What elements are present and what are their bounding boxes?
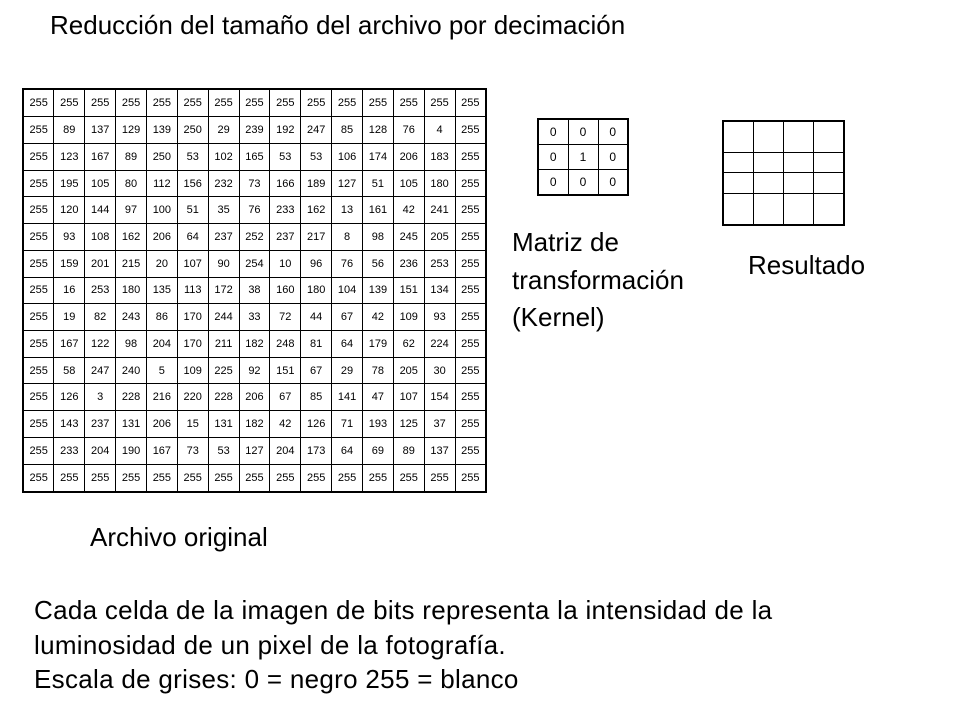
matrix-cell: 53 xyxy=(270,143,301,170)
matrix-row xyxy=(23,331,486,358)
matrix-row xyxy=(23,170,486,197)
matrix-cell: 85 xyxy=(301,384,332,411)
matrix-cell: 244 xyxy=(208,304,239,331)
matrix-cell xyxy=(753,152,783,173)
matrix-cell: 255 xyxy=(270,89,301,117)
matrix-cell: 0 xyxy=(538,169,568,195)
matrix-cell xyxy=(753,194,783,225)
caption xyxy=(34,593,934,697)
matrix-row xyxy=(538,119,628,145)
matrix-cell: 180 xyxy=(424,170,455,197)
matrix-cell: 193 xyxy=(362,411,393,438)
matrix-cell: 170 xyxy=(177,331,208,358)
matrix-cell: 255 xyxy=(362,464,393,492)
matrix-cell xyxy=(753,121,783,152)
matrix-cell: 255 xyxy=(54,89,85,117)
matrix-cell: 129 xyxy=(116,117,147,144)
matrix-cell: 81 xyxy=(301,331,332,358)
matrix-cell: 42 xyxy=(362,304,393,331)
matrix-row xyxy=(538,145,628,170)
matrix-row xyxy=(23,437,486,464)
matrix-cell: 76 xyxy=(239,197,270,224)
matrix-cell: 64 xyxy=(177,224,208,251)
matrix-cell: 127 xyxy=(239,437,270,464)
matrix-cell: 190 xyxy=(116,437,147,464)
matrix-cell: 255 xyxy=(23,331,54,358)
original-label: Archivo original xyxy=(90,522,268,552)
matrix-cell: 173 xyxy=(301,437,332,464)
matrix-cell: 240 xyxy=(116,357,147,384)
matrix-cell: 53 xyxy=(177,143,208,170)
matrix-cell: 255 xyxy=(23,197,54,224)
matrix-cell: 137 xyxy=(424,437,455,464)
matrix-cell: 232 xyxy=(208,170,239,197)
matrix-cell: 107 xyxy=(393,384,424,411)
matrix-cell: 144 xyxy=(85,197,116,224)
matrix-cell: 0 xyxy=(598,119,628,145)
matrix-cell: 170 xyxy=(177,304,208,331)
matrix-cell: 64 xyxy=(332,437,363,464)
matrix-cell: 159 xyxy=(54,250,85,277)
matrix-cell: 255 xyxy=(146,464,177,492)
matrix-cell: 255 xyxy=(23,89,54,117)
matrix-cell: 189 xyxy=(301,170,332,197)
matrix-cell: 255 xyxy=(332,89,363,117)
matrix-cell: 255 xyxy=(455,437,486,464)
matrix-row xyxy=(23,384,486,411)
matrix-cell: 108 xyxy=(85,224,116,251)
matrix-cell: 96 xyxy=(301,250,332,277)
matrix-cell: 255 xyxy=(146,89,177,117)
matrix-cell: 255 xyxy=(393,89,424,117)
matrix-cell: 255 xyxy=(455,170,486,197)
matrix-cell: 255 xyxy=(455,411,486,438)
matrix-cell: 165 xyxy=(239,143,270,170)
matrix-cell: 80 xyxy=(116,170,147,197)
matrix-cell: 128 xyxy=(362,117,393,144)
caption-line: Cada celda de la imagen de bits representa la intensidad de la xyxy=(34,595,773,625)
matrix-cell: 179 xyxy=(362,331,393,358)
matrix-cell: 98 xyxy=(116,331,147,358)
matrix-cell: 76 xyxy=(332,250,363,277)
matrix-cell: 0 xyxy=(568,119,598,145)
matrix-cell: 134 xyxy=(424,277,455,304)
matrix-cell: 237 xyxy=(270,224,301,251)
matrix-cell: 220 xyxy=(177,384,208,411)
matrix-cell: 107 xyxy=(177,250,208,277)
matrix-cell: 122 xyxy=(85,331,116,358)
matrix-cell xyxy=(723,152,753,173)
matrix-cell xyxy=(784,121,814,152)
matrix-cell: 20 xyxy=(146,250,177,277)
matrix-row xyxy=(23,224,486,251)
matrix-cell: 19 xyxy=(54,304,85,331)
matrix-cell: 255 xyxy=(23,384,54,411)
matrix-cell: 206 xyxy=(146,411,177,438)
matrix-cell: 182 xyxy=(239,411,270,438)
matrix-cell: 113 xyxy=(177,277,208,304)
matrix-cell: 255 xyxy=(455,250,486,277)
matrix-cell: 78 xyxy=(362,357,393,384)
matrix-cell: 125 xyxy=(393,411,424,438)
matrix-cell xyxy=(723,121,753,152)
matrix-cell: 254 xyxy=(239,250,270,277)
matrix-cell: 53 xyxy=(208,437,239,464)
matrix-cell: 64 xyxy=(332,331,363,358)
matrix-cell: 37 xyxy=(424,411,455,438)
matrix-cell: 162 xyxy=(301,197,332,224)
matrix-cell: 255 xyxy=(362,89,393,117)
matrix-cell: 93 xyxy=(54,224,85,251)
matrix-cell: 255 xyxy=(239,89,270,117)
matrix-cell: 253 xyxy=(85,277,116,304)
matrix-cell: 126 xyxy=(301,411,332,438)
matrix-cell: 255 xyxy=(23,357,54,384)
matrix-cell: 255 xyxy=(455,304,486,331)
matrix-cell: 247 xyxy=(85,357,116,384)
matrix-cell: 255 xyxy=(177,464,208,492)
kernel-label xyxy=(512,224,684,337)
matrix-cell: 30 xyxy=(424,357,455,384)
matrix-cell: 255 xyxy=(116,89,147,117)
matrix-row xyxy=(23,304,486,331)
matrix-cell xyxy=(814,173,844,194)
matrix-cell: 166 xyxy=(270,170,301,197)
matrix-cell: 0 xyxy=(568,169,598,195)
matrix-cell: 123 xyxy=(54,143,85,170)
matrix-cell: 216 xyxy=(146,384,177,411)
matrix-cell: 248 xyxy=(270,331,301,358)
matrix-cell: 38 xyxy=(239,277,270,304)
matrix-cell: 255 xyxy=(455,331,486,358)
matrix-cell: 255 xyxy=(23,277,54,304)
matrix-cell: 72 xyxy=(270,304,301,331)
matrix-cell: 106 xyxy=(332,143,363,170)
matrix-cell: 204 xyxy=(85,437,116,464)
matrix-cell: 195 xyxy=(54,170,85,197)
matrix-cell: 255 xyxy=(177,89,208,117)
matrix-cell: 183 xyxy=(424,143,455,170)
matrix-row xyxy=(723,121,844,152)
matrix-cell: 67 xyxy=(270,384,301,411)
matrix-cell: 44 xyxy=(301,304,332,331)
matrix-cell: 236 xyxy=(393,250,424,277)
matrix-cell: 255 xyxy=(85,89,116,117)
matrix-row xyxy=(23,357,486,384)
matrix-cell: 255 xyxy=(208,89,239,117)
matrix-cell: 69 xyxy=(362,437,393,464)
matrix-cell: 4 xyxy=(424,117,455,144)
matrix-cell: 131 xyxy=(208,411,239,438)
matrix-row xyxy=(23,117,486,144)
matrix-cell: 8 xyxy=(332,224,363,251)
matrix-cell: 92 xyxy=(239,357,270,384)
matrix-cell: 5 xyxy=(146,357,177,384)
matrix-cell xyxy=(784,152,814,173)
matrix-cell: 255 xyxy=(301,464,332,492)
matrix-cell: 225 xyxy=(208,357,239,384)
kernel-matrix xyxy=(537,118,629,196)
matrix-cell: 255 xyxy=(23,411,54,438)
matrix-cell: 0 xyxy=(598,145,628,170)
matrix-row xyxy=(23,411,486,438)
matrix-cell: 255 xyxy=(208,464,239,492)
matrix-cell: 161 xyxy=(362,197,393,224)
matrix-cell: 241 xyxy=(424,197,455,224)
matrix-cell: 76 xyxy=(393,117,424,144)
matrix-cell: 89 xyxy=(393,437,424,464)
matrix-cell: 15 xyxy=(177,411,208,438)
matrix-cell: 56 xyxy=(362,250,393,277)
matrix-row xyxy=(23,143,486,170)
matrix-cell: 255 xyxy=(393,464,424,492)
matrix-cell: 102 xyxy=(208,143,239,170)
matrix-cell: 255 xyxy=(116,464,147,492)
matrix-cell: 10 xyxy=(270,250,301,277)
matrix-cell: 255 xyxy=(85,464,116,492)
matrix-cell: 215 xyxy=(116,250,147,277)
matrix-cell: 255 xyxy=(239,464,270,492)
matrix-cell: 73 xyxy=(239,170,270,197)
matrix-cell: 255 xyxy=(23,304,54,331)
matrix-cell: 139 xyxy=(362,277,393,304)
matrix-cell: 239 xyxy=(239,117,270,144)
matrix-row xyxy=(23,250,486,277)
matrix-cell: 204 xyxy=(270,437,301,464)
matrix-row xyxy=(538,169,628,195)
matrix-cell: 245 xyxy=(393,224,424,251)
matrix-cell: 16 xyxy=(54,277,85,304)
matrix-cell: 90 xyxy=(208,250,239,277)
matrix-cell: 233 xyxy=(54,437,85,464)
matrix-cell: 62 xyxy=(393,331,424,358)
matrix-cell: 47 xyxy=(362,384,393,411)
matrix-cell: 228 xyxy=(208,384,239,411)
matrix-cell: 0 xyxy=(538,119,568,145)
matrix-cell xyxy=(723,173,753,194)
matrix-cell xyxy=(814,194,844,225)
matrix-cell: 139 xyxy=(146,117,177,144)
matrix-cell: 201 xyxy=(85,250,116,277)
matrix-cell: 112 xyxy=(146,170,177,197)
matrix-cell xyxy=(814,121,844,152)
matrix-cell: 109 xyxy=(393,304,424,331)
matrix-cell: 13 xyxy=(332,197,363,224)
matrix-cell: 255 xyxy=(23,437,54,464)
matrix-cell: 93 xyxy=(424,304,455,331)
matrix-cell xyxy=(723,194,753,225)
matrix-cell: 120 xyxy=(54,197,85,224)
matrix-cell: 255 xyxy=(455,384,486,411)
matrix-cell: 180 xyxy=(301,277,332,304)
kernel-label-line: transformación xyxy=(512,264,684,295)
matrix-cell: 205 xyxy=(393,357,424,384)
matrix-cell: 167 xyxy=(146,437,177,464)
matrix-cell: 233 xyxy=(270,197,301,224)
matrix-cell: 255 xyxy=(270,464,301,492)
caption-line: luminosidad de un pixel de la fotografía. xyxy=(34,629,506,660)
matrix-cell xyxy=(784,194,814,225)
matrix-cell: 255 xyxy=(54,464,85,492)
matrix-cell: 141 xyxy=(332,384,363,411)
matrix-cell: 33 xyxy=(239,304,270,331)
matrix-cell: 35 xyxy=(208,197,239,224)
matrix-cell: 167 xyxy=(85,143,116,170)
matrix-cell: 58 xyxy=(54,357,85,384)
caption-line: Escala de grises: 0 = negro 255 = blanco xyxy=(34,664,519,695)
matrix-cell: 42 xyxy=(270,411,301,438)
matrix-cell: 127 xyxy=(332,170,363,197)
matrix-cell: 250 xyxy=(177,117,208,144)
matrix-cell: 85 xyxy=(332,117,363,144)
matrix-cell: 82 xyxy=(85,304,116,331)
matrix-cell: 126 xyxy=(54,384,85,411)
result-matrix xyxy=(722,120,845,226)
matrix-cell: 0 xyxy=(598,169,628,195)
matrix-cell: 167 xyxy=(54,331,85,358)
matrix-cell: 182 xyxy=(239,331,270,358)
original-matrix xyxy=(22,88,487,493)
matrix-cell: 105 xyxy=(85,170,116,197)
matrix-cell: 109 xyxy=(177,357,208,384)
matrix-cell: 89 xyxy=(116,143,147,170)
matrix-cell: 205 xyxy=(424,224,455,251)
matrix-cell: 252 xyxy=(239,224,270,251)
matrix-row xyxy=(723,152,844,173)
matrix-cell: 89 xyxy=(54,117,85,144)
kernel-label-line: Matriz de xyxy=(512,227,619,257)
matrix-row xyxy=(23,277,486,304)
matrix-cell: 206 xyxy=(239,384,270,411)
matrix-cell: 250 xyxy=(146,143,177,170)
kernel-label-line: (Kernel) xyxy=(512,302,605,333)
matrix-cell: 255 xyxy=(455,89,486,117)
matrix-cell: 162 xyxy=(116,224,147,251)
matrix-cell: 224 xyxy=(424,331,455,358)
matrix-cell: 135 xyxy=(146,277,177,304)
matrix-cell: 255 xyxy=(332,464,363,492)
matrix-cell: 67 xyxy=(301,357,332,384)
matrix-cell: 204 xyxy=(146,331,177,358)
matrix-cell: 255 xyxy=(455,224,486,251)
matrix-cell: 53 xyxy=(301,143,332,170)
matrix-cell: 255 xyxy=(23,143,54,170)
matrix-cell: 51 xyxy=(362,170,393,197)
matrix-cell: 51 xyxy=(177,197,208,224)
matrix-row xyxy=(723,194,844,225)
matrix-cell: 253 xyxy=(424,250,455,277)
matrix-cell: 151 xyxy=(270,357,301,384)
matrix-cell: 156 xyxy=(177,170,208,197)
matrix-cell: 29 xyxy=(332,357,363,384)
matrix-cell: 243 xyxy=(116,304,147,331)
matrix-cell: 255 xyxy=(424,89,455,117)
matrix-cell: 1 xyxy=(568,145,598,170)
matrix-row xyxy=(23,197,486,224)
matrix-cell: 172 xyxy=(208,277,239,304)
matrix-cell: 255 xyxy=(455,464,486,492)
matrix-cell: 73 xyxy=(177,437,208,464)
matrix-cell: 97 xyxy=(116,197,147,224)
matrix-cell: 180 xyxy=(116,277,147,304)
matrix-cell: 137 xyxy=(85,117,116,144)
matrix-cell xyxy=(784,173,814,194)
matrix-cell: 86 xyxy=(146,304,177,331)
matrix-cell: 237 xyxy=(208,224,239,251)
matrix-cell xyxy=(814,152,844,173)
matrix-cell: 255 xyxy=(23,117,54,144)
matrix-cell: 217 xyxy=(301,224,332,251)
matrix-cell: 3 xyxy=(85,384,116,411)
matrix-cell: 228 xyxy=(116,384,147,411)
matrix-cell: 247 xyxy=(301,117,332,144)
matrix-cell: 255 xyxy=(455,197,486,224)
matrix-cell: 174 xyxy=(362,143,393,170)
matrix-cell: 206 xyxy=(146,224,177,251)
matrix-cell xyxy=(753,173,783,194)
matrix-cell: 29 xyxy=(208,117,239,144)
matrix-row xyxy=(23,464,486,492)
matrix-cell: 255 xyxy=(455,357,486,384)
matrix-cell: 192 xyxy=(270,117,301,144)
matrix-cell: 160 xyxy=(270,277,301,304)
matrix-cell: 255 xyxy=(455,277,486,304)
matrix-cell: 67 xyxy=(332,304,363,331)
matrix-cell: 237 xyxy=(85,411,116,438)
matrix-cell: 255 xyxy=(455,117,486,144)
matrix-cell: 255 xyxy=(23,250,54,277)
matrix-cell: 143 xyxy=(54,411,85,438)
matrix-cell: 255 xyxy=(23,224,54,251)
matrix-cell: 211 xyxy=(208,331,239,358)
matrix-cell: 151 xyxy=(393,277,424,304)
matrix-cell: 255 xyxy=(23,170,54,197)
matrix-cell: 255 xyxy=(23,464,54,492)
matrix-row xyxy=(723,173,844,194)
matrix-cell: 255 xyxy=(301,89,332,117)
result-label: Resultado xyxy=(748,250,866,280)
page-title: Reducción del tamaño del archivo por decimación xyxy=(50,10,626,40)
matrix-cell: 100 xyxy=(146,197,177,224)
matrix-cell: 255 xyxy=(455,143,486,170)
matrix-cell: 104 xyxy=(332,277,363,304)
matrix-cell: 206 xyxy=(393,143,424,170)
matrix-cell: 131 xyxy=(116,411,147,438)
matrix-cell: 255 xyxy=(424,464,455,492)
matrix-cell: 98 xyxy=(362,224,393,251)
matrix-cell: 71 xyxy=(332,411,363,438)
matrix-row xyxy=(23,89,486,117)
matrix-cell: 42 xyxy=(393,197,424,224)
matrix-cell: 0 xyxy=(538,145,568,170)
matrix-cell: 105 xyxy=(393,170,424,197)
matrix-cell: 154 xyxy=(424,384,455,411)
